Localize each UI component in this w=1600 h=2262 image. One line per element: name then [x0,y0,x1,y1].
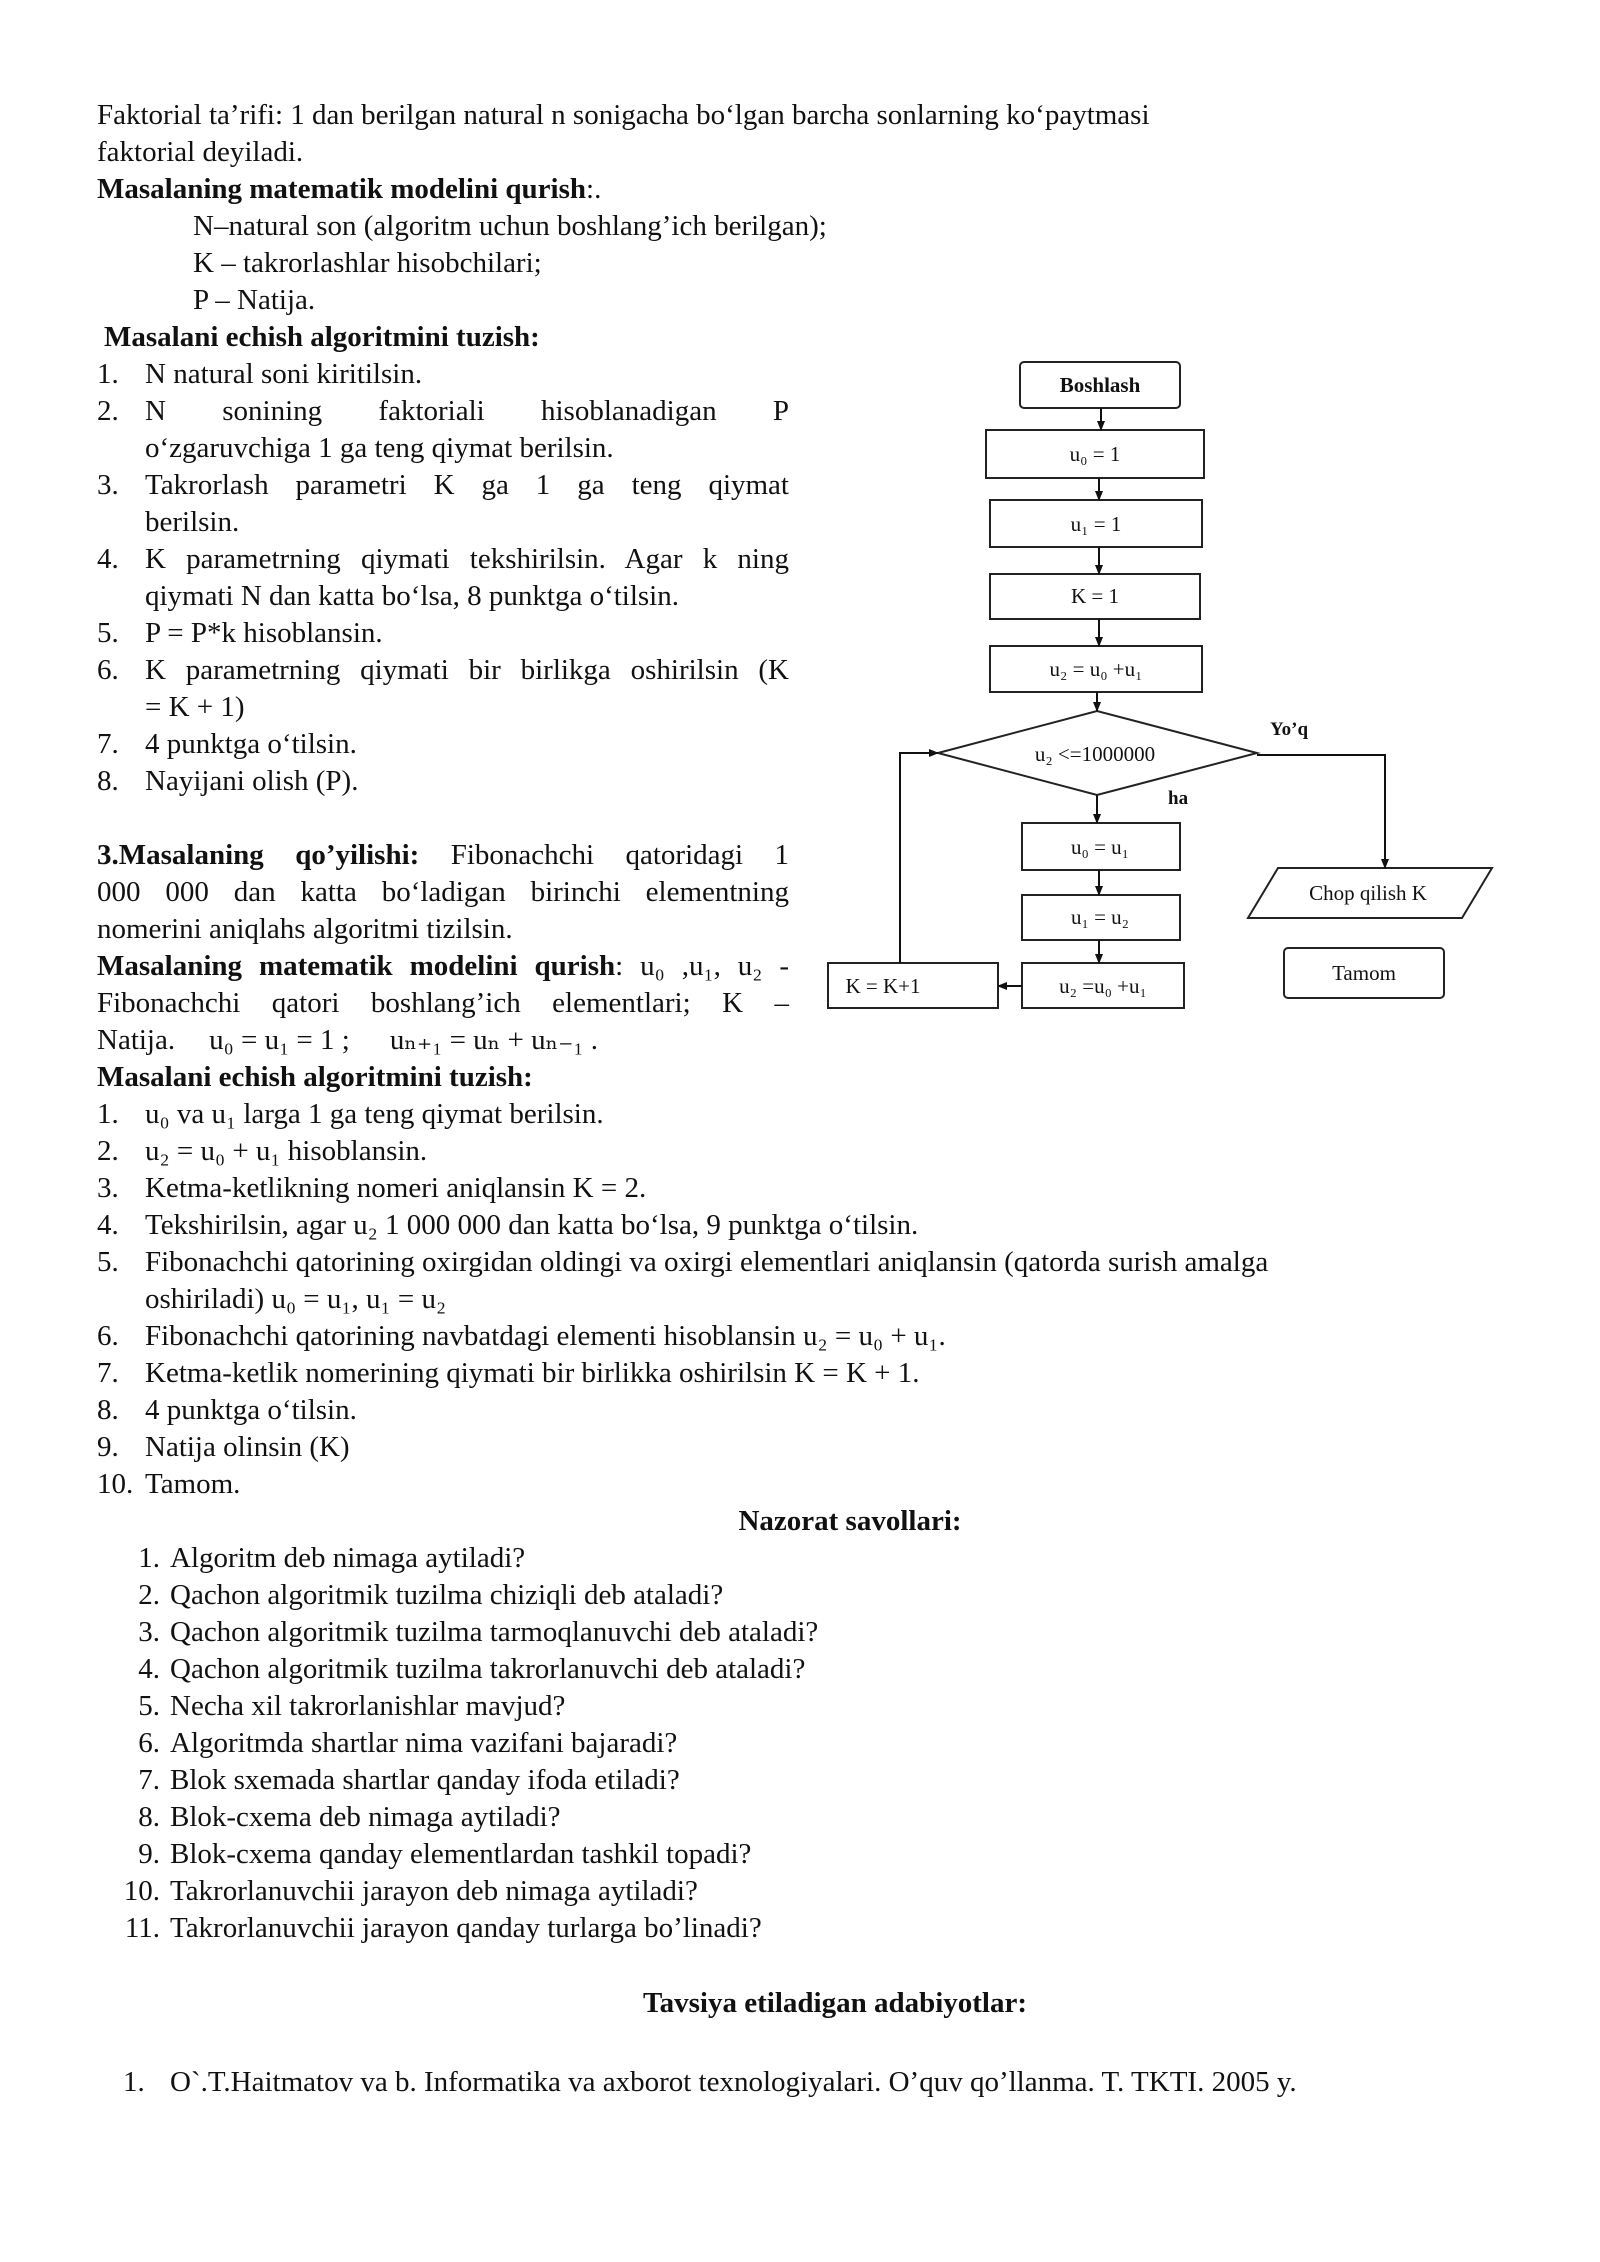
model1-item: N–natural son (algoritm uchun boshlang’ich berilgan); [193,210,827,242]
step-number: 5. [97,617,119,649]
reference-text: O`.T.Haitmatov va b. Informatika va axborot texnologiyalari. O’quv qo’llanma. T. TKTI. 2005 y. [170,2066,1297,2098]
step-text: N natural soni kiritilsin. [145,358,423,390]
step-text: 4 punktga o‘tilsin. [145,728,357,760]
step-number: 4. [97,1209,119,1241]
question-number: 11. [124,1912,160,1944]
question-text: Necha xil takrorlanishlar mavjud? [170,1690,566,1722]
task3-line-3: nomerini aniqlahs algoritmi tizilsin. [97,913,513,945]
step-text: K parametrning qiymati tekshirilsin. Agar k ning [145,543,789,575]
model2-line-2: Fibonachchi qatori boshlang’ich elementlari; K – [97,987,789,1019]
question-text: Blok sxemada shartlar qanday ifoda etiladi? [170,1764,680,1796]
compute-u2-label: u₂ =u₀ +u₁ [1059,974,1147,998]
step-number: 2. [97,395,119,427]
algo-heading-2: Masalani echish algoritmini tuzish: [97,1061,533,1093]
step-text: Natija olinsin (K) [145,1431,350,1463]
question-number: 5. [138,1690,160,1722]
end-label: Tamom [1332,961,1396,985]
model1-item: K – takrorlashlar hisobchilari; [193,247,542,279]
question-number: 8. [138,1801,160,1833]
task3-line-1: 3.Masalaning qo’yilishi: Fibonachchi qatoridagi 1 [97,839,789,871]
model1-item: P – Natija. [193,284,316,316]
question-number: 10. [123,1875,160,1907]
step-text: = K + 1) [145,691,245,723]
question-text: Takrorlanuvchii jarayon deb nimaga aytiladi? [170,1875,698,1907]
algo-heading-1: Masalani echish algoritmini tuzish: [104,321,540,353]
u2-label: u₂ = u₀ +u₁ [1049,657,1143,681]
k-label: K = 1 [1070,584,1120,608]
question-number: 1. [138,1542,160,1574]
question-number: 2. [138,1579,160,1611]
question-text: Takrorlanuvchii jarayon qanday turlarga bo’linadi? [170,1912,762,1944]
question-text: Blok-cxema deb nimaga aytiladi? [170,1801,561,1833]
question-number: 9. [138,1838,160,1870]
step-text: Ketma-ketlik nomerining qiymati bir birlikka oshirilsin K = K + 1. [145,1357,920,1389]
step-text: Fibonachchi qatorining oxirgidan oldingi va oxirgi elementlari aniqlansin (qatorda surish amalga [145,1246,1269,1278]
questions-heading: Nazorat savollari: [738,1505,962,1537]
question-text: Qachon algoritmik tuzilma takrorlanuvchi deb ataladi? [170,1653,806,1685]
step-number: 7. [97,1357,119,1389]
u1-label: u₁ = 1 [1070,512,1122,536]
question-text: Algoritm deb nimaga aytiladi? [170,1542,526,1574]
step-number: 8. [97,765,119,797]
step-number: 6. [97,654,119,686]
step-text: N sonining faktoriali hisoblanadigan P [145,395,789,427]
step-number: 3. [97,1172,119,1204]
step-number: 3. [97,469,119,501]
model2-line-1: Masalaning matematik modelini qurish: u₀ ,u₁, u₂ - [97,950,789,982]
question-number: 7. [138,1764,160,1796]
step-text: Fibonachchi qatorining navbatdagi elementi hisoblansin u₂ = u₀ + u₁. [145,1320,946,1352]
model-heading-1: Masalaning matematik modelini qurish:. [97,173,602,205]
increment-k-label: K = K+1 [845,974,921,998]
step-text: Takrorlash parametri K ga 1 ga teng qiymat [145,469,789,501]
question-text: Qachon algoritmik tuzilma tarmoqlanuvchi deb ataladi? [170,1616,819,1648]
question-text: Blok-cxema qanday elementlardan tashkil topadi? [170,1838,752,1870]
shift-u1-label: u₁ = u₂ [1071,905,1129,929]
step-text: u₂ = u₀ + u₁ hisoblansin. [145,1135,428,1167]
flowchart [0,0,1600,1060]
step-text: u₀ va u₁ larga 1 ga teng qiymat berilsin. [145,1098,604,1130]
step-text: K parametrning qiymati bir birlikga oshirilsin (K [145,654,789,686]
step-text: Ketma-ketlikning nomeri aniqlansin K = 2. [145,1172,647,1204]
step-number: 9. [97,1431,119,1463]
shift-u0-label: u₀ = u₁ [1071,835,1129,859]
step-text: berilsin. [145,506,240,538]
step-number: 1. [97,1098,119,1130]
step-text: Nayijani olish (P). [145,765,359,797]
step-number: 7. [97,728,119,760]
step-text: o‘zgaruvchiga 1 ga teng qiymat berilsin. [145,432,614,464]
step-number: 1. [97,358,119,390]
step-text: Tekshirilsin, agar u₂ 1 000 000 dan katta bo‘lsa, 9 punktga o‘tilsin. [145,1209,919,1241]
no-label: Yo’q [1270,719,1309,740]
yes-label: ha [1168,788,1189,809]
step-text: oshiriladi) u₀ = u₁, u₁ = u₂ [145,1283,447,1315]
u0-label: u₀ = 1 [1069,442,1121,466]
question-text: Algoritmda shartlar nima vazifani bajaradi? [170,1727,678,1759]
question-number: 3. [138,1616,160,1648]
definition-line-2: faktorial deyiladi. [97,136,304,168]
step-text: 4 punktga o‘tilsin. [145,1394,357,1426]
step-text: P = P*k hisoblansin. [145,617,383,649]
question-text: Qachon algoritmik tuzilma chiziqli deb ataladi? [170,1579,724,1611]
model2-line-3: Natija. u₀ = u₁ = 1 ; uₙ₊₁ = uₙ + uₙ₋₁ . [97,1024,599,1056]
step-number: 2. [97,1135,119,1167]
question-number: 6. [138,1727,160,1759]
step-text: Tamom. [145,1468,241,1500]
question-number: 4. [138,1653,160,1685]
step-number: 6. [97,1320,119,1352]
task3-line-2: 000 000 dan katta bo‘ladigan birinchi elementning [97,876,789,908]
step-number: 4. [97,543,119,575]
condition-label: u₂ <=1000000 [1034,742,1156,766]
references-heading: Tavsiya etiladigan adabiyotlar: [642,1987,1028,2019]
step-number: 8. [97,1394,119,1426]
output-label: Chop qilish K [1309,881,1427,905]
definition-line-1: Faktorial ta’rifi: 1 dan berilgan natural n sonigacha bo‘lgan barcha sonlarning ko‘paytmasi [97,99,1150,131]
start-label: Boshlash [1059,373,1141,397]
step-text: qiymati N dan katta bo‘lsa, 8 punktga o‘tilsin. [145,580,679,612]
step-number: 5. [97,1246,119,1278]
reference-number: 1. [123,2066,145,2098]
step-number: 10. [97,1468,134,1500]
